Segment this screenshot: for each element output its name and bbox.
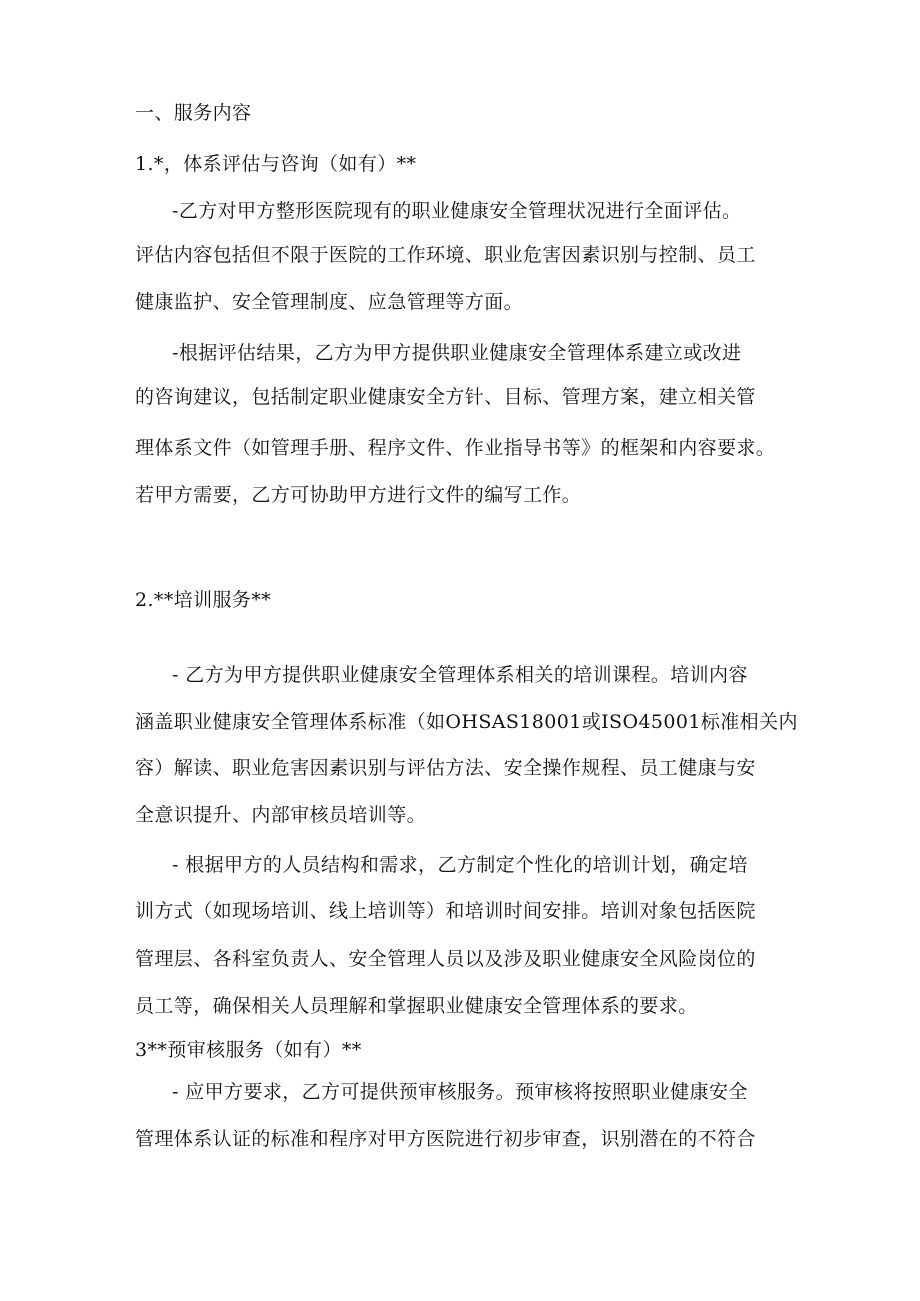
paragraph-line: 训方式（如现场培训、线上培训等）和培训时间安排。培训对象包括医院 xyxy=(135,900,756,922)
paragraph-line: 容）解读、职业危害因素识别与评估方法、安全操作规程、员工健康与安 xyxy=(135,757,756,779)
paragraph-line: 健康监护、安全管理制度、应急管理等方面。 xyxy=(135,291,524,313)
section1-title: 1.*，体系评估与咨询（如有）** xyxy=(135,153,417,175)
paragraph-line: 员工等，确保相关人员理解和掌握职业健康安全管理体系的要求。 xyxy=(135,995,698,1017)
paragraph-line: 管理层、各科室负责人、安全管理人员以及涉及职业健康安全风险岗位的 xyxy=(135,948,756,970)
paragraph-line: 理体系文件（如管理手册、程序文件、作业指导书等》的框架和内容要求。 xyxy=(135,437,776,459)
paragraph-line: - 根据甲方的人员结构和需求，乙方制定个性化的培训计划，确定培 xyxy=(172,854,748,876)
paragraph-line: 若甲方需要，乙方可协助甲方进行文件的编写工作。 xyxy=(135,484,582,506)
paragraph-line: - 乙方为甲方提供职业健康安全管理体系相关的培训课程。培训内容 xyxy=(172,664,748,686)
paragraph-line: 评估内容包括但不限于医院的工作环境、职业危害因素识别与控制、员工 xyxy=(135,244,756,266)
paragraph-line: -乙方对甲方整形医院现有的职业健康安全管理状况进行全面评估。 xyxy=(172,200,742,222)
paragraph-line: - 应甲方要求，乙方可提供预审核服务。预审核将按照职业健康安全 xyxy=(172,1081,748,1103)
paragraph-line: 管理体系认证的标准和程序对甲方医院进行初步审查，识别潜在的不符合 xyxy=(135,1128,756,1150)
section-heading: 一、服务内容 xyxy=(135,102,252,124)
paragraph-line: 的咨询建议，包括制定职业健康安全方针、目标、管理方案，建立相关管 xyxy=(135,386,756,408)
paragraph-line: 涵盖职业健康安全管理体系标准（如OHSAS18001或ISO45001标准相关内 xyxy=(135,711,798,733)
paragraph-line: 全意识提升、内部审核员培训等。 xyxy=(135,804,427,826)
section3-title: 3**预审核服务（如有）** xyxy=(135,1039,362,1061)
paragraph-line: -根据评估结果，乙方为甲方提供职业健康安全管理体系建立或改进 xyxy=(172,342,742,364)
section2-title: 2.**培训服务** xyxy=(135,589,272,611)
